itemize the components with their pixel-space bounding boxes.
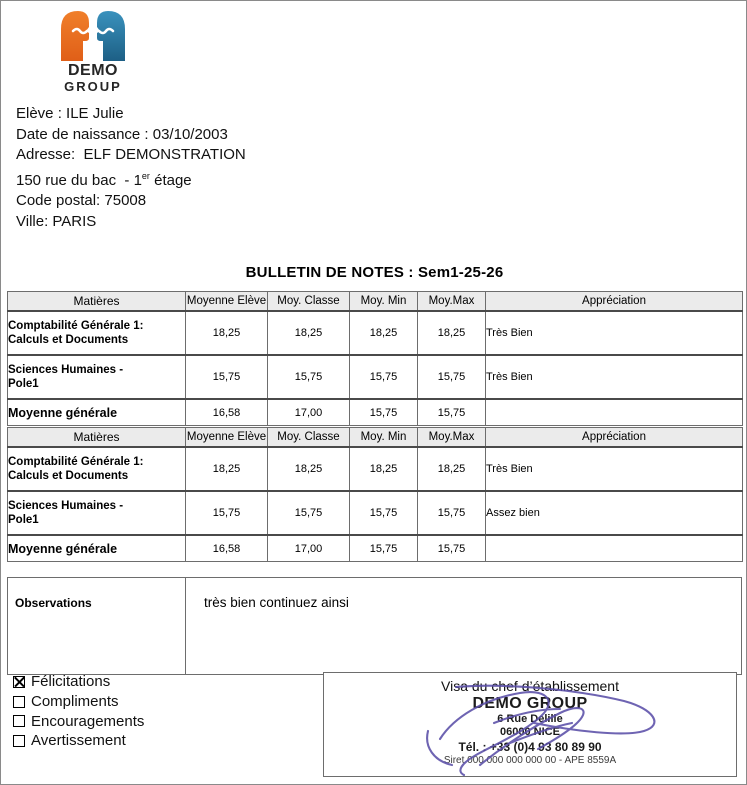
cell-moy-classe: 18,25: [268, 447, 350, 491]
subject-line-1: Sciences Humaines -: [8, 500, 124, 512]
cell-average-label: Moyenne générale: [8, 399, 186, 426]
cell-average-moy-max: 15,75: [418, 535, 486, 562]
col-header-moy-min: Moy. Min: [350, 428, 418, 448]
decision-label: Avertissement: [31, 732, 126, 750]
page-title: BULLETIN DE NOTES : Sem1-25-26: [245, 264, 504, 281]
col-header-moy-min: Moy. Min: [350, 292, 418, 312]
observations-row: [8, 578, 742, 675]
cell-appreciation: Très Bien: [486, 311, 743, 355]
cell-appreciation: Assez bien: [486, 491, 743, 535]
logo-name-demo: DEMO: [68, 62, 118, 79]
demo-group-logo: [45, 7, 141, 94]
col-header-moyenne-eleve: Moyenne Elève: [186, 292, 268, 312]
cell-subject: [8, 447, 186, 491]
cell-moy-classe: 18,25: [268, 311, 350, 355]
two-heads-icon: [45, 7, 141, 63]
checkbox-icon[interactable]: [13, 735, 25, 747]
cell-average-moy-classe: 17,00: [268, 535, 350, 562]
observations-table: [7, 577, 742, 675]
col-header-matieres: Matières: [8, 428, 186, 448]
stamp-city: 06000 NICE: [500, 726, 560, 738]
cell-average-moy-min: 15,75: [350, 399, 418, 426]
cell-appreciation: Très Bien: [486, 447, 743, 491]
table-row: [8, 355, 743, 399]
col-header-moy-max: Moy.Max: [418, 292, 486, 312]
student-birthdate-line: Date de naissance : 03/10/2003: [16, 125, 228, 143]
col-header-appreciation: Appréciation: [486, 292, 743, 312]
table-header-row: [8, 428, 743, 448]
cell-moy-max: 15,75: [418, 491, 486, 535]
cell-moy-min: 15,75: [350, 491, 418, 535]
decision-checkbox-group: [13, 672, 144, 751]
stamp-telephone: Tél. : +33 (0)4 93 80 89 90: [458, 740, 602, 754]
cell-moyenne-eleve: 15,75: [186, 491, 268, 535]
cell-moy-classe: 15,75: [268, 491, 350, 535]
checkbox-icon[interactable]: [13, 715, 25, 727]
cell-moy-min: 18,25: [350, 447, 418, 491]
table-row: [8, 447, 743, 491]
decision-label: Compliments: [31, 692, 119, 710]
student-postal-code-line: Code postal: 75008: [16, 192, 147, 209]
decision-option-felicitations[interactable]: [13, 672, 144, 692]
cell-average-label: Moyenne générale: [8, 535, 186, 562]
address-ordinal-suffix: er: [141, 170, 150, 181]
table-row-average: [8, 399, 743, 426]
subject-line-1: Sciences Humaines -: [8, 364, 124, 376]
address-street: 150 rue du bac - 1: [16, 171, 142, 189]
col-header-moy-max: Moy.Max: [418, 428, 486, 448]
stamp-address: 6 Rue Delille: [497, 713, 563, 725]
student-name-line: Elève : ILE Julie: [16, 105, 124, 122]
subject-line-1: Comptabilité Générale 1:: [8, 320, 144, 332]
decision-option-avertissement[interactable]: [13, 731, 144, 751]
cell-moy-max: 18,25: [418, 311, 486, 355]
cell-subject: [8, 491, 186, 535]
cell-moy-min: 15,75: [350, 355, 418, 399]
student-address-line: Adresse: ELF DEMONSTRATION: [16, 146, 246, 163]
logo-name-group: GROUP: [64, 79, 122, 94]
col-header-appreciation: Appréciation: [486, 428, 743, 448]
cell-moy-classe: 15,75: [268, 355, 350, 399]
cell-average-moyenne-eleve: 16,58: [186, 535, 268, 562]
cell-moy-max: 15,75: [418, 355, 486, 399]
subject-line-2: Calculs et Documents: [8, 334, 129, 346]
cell-subject: [8, 311, 186, 355]
establishment-stamp: [324, 695, 736, 766]
checkbox-icon[interactable]: [13, 696, 25, 708]
cell-moyenne-eleve: 18,25: [186, 311, 268, 355]
observations-text: très bien continuez ainsi: [186, 578, 742, 675]
cell-moyenne-eleve: 18,25: [186, 447, 268, 491]
stamp-company-name: DEMO GROUP: [472, 695, 588, 712]
cell-moyenne-eleve: 15,75: [186, 355, 268, 399]
grades-table-semester-block-2: [7, 427, 743, 562]
decision-option-encouragements[interactable]: [13, 712, 144, 732]
subject-line-2: Pole1: [8, 378, 39, 390]
table-row-average: [8, 535, 743, 562]
subject-line-2: Calculs et Documents: [8, 470, 129, 482]
col-header-matieres: Matières: [8, 292, 186, 312]
student-city-line: Ville: PARIS: [16, 212, 97, 230]
col-header-moy-classe: Moy. Classe: [268, 292, 350, 312]
decision-label: Félicitations: [31, 673, 111, 690]
visa-signature-box: [323, 672, 737, 777]
cell-moy-max: 18,25: [418, 447, 486, 491]
grades-table-semester-block-1: [7, 291, 743, 426]
student-identity-block: [16, 104, 246, 232]
stamp-siret: Siret 000 000 000 000 00 - APE 8559A: [443, 755, 617, 766]
checkbox-checked-icon[interactable]: [13, 676, 25, 688]
table-row: [8, 311, 743, 355]
cell-average-appreciation: [486, 535, 743, 562]
cell-average-appreciation: [486, 399, 743, 426]
col-header-moyenne-eleve: Moyenne Elève: [186, 428, 268, 448]
observations-label: Observations: [8, 578, 186, 675]
subject-line-1: Comptabilité Générale 1:: [8, 456, 144, 468]
table-header-row: [8, 292, 743, 312]
decision-option-compliments[interactable]: [13, 692, 144, 712]
table-row: [8, 491, 743, 535]
cell-moy-min: 18,25: [350, 311, 418, 355]
cell-average-moy-max: 15,75: [418, 399, 486, 426]
address-floor: étage: [149, 171, 192, 189]
visa-title: Visa du chef d’établissement: [441, 678, 619, 694]
cell-average-moy-min: 15,75: [350, 535, 418, 562]
cell-subject: [8, 355, 186, 399]
subject-line-2: Pole1: [8, 514, 39, 526]
student-address-line-2: [16, 166, 246, 192]
decision-label: Encouragements: [31, 712, 145, 730]
col-header-moy-classe: Moy. Classe: [268, 428, 350, 448]
cell-appreciation: Très Bien: [486, 355, 743, 399]
cell-average-moyenne-eleve: 16,58: [186, 399, 268, 426]
cell-average-moy-classe: 17,00: [268, 399, 350, 426]
